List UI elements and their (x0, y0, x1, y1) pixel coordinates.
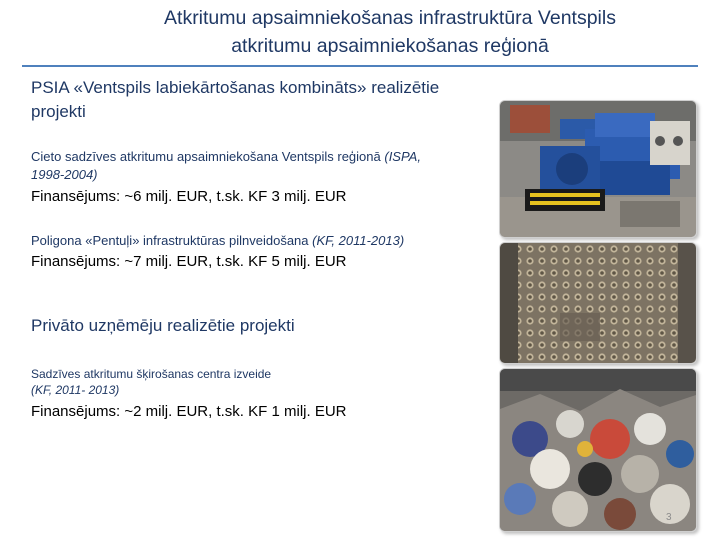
project-1-detail-1: (ISPA, (384, 149, 421, 164)
project-3-title (31, 366, 331, 398)
project-1-text: Cieto sadzīves atkritumu apsaimniekošana Ventspils reģionā (31, 149, 385, 164)
slide-title-line-2: atkritumu apsaimniekošanas reģionā (231, 35, 549, 57)
project-3-detail: (KF, 2011- 2013) (31, 383, 120, 397)
section-heading-line-1: PSIA «Ventspils labiekārtošanas kombināts» realizētie (31, 78, 440, 97)
waste-pile-photo (499, 368, 697, 532)
project-3-funding: Finansējums: ~2 milj. EUR, t.sk. KF 1 milj. EUR (31, 403, 347, 420)
sorting-screen-photo (499, 242, 697, 364)
section-heading-municipal (31, 76, 501, 124)
section-heading-line-2: projekti (31, 102, 86, 121)
slide-title-line-1: Atkritumu apsaimniekošanas infrastruktūra Ventspils (164, 7, 616, 29)
page-number: 3 (666, 512, 672, 523)
project-1-funding: Finansējums: ~6 milj. EUR, t.sk. KF 3 milj. EUR (31, 188, 347, 205)
project-2-funding: Finansējums: ~7 milj. EUR, t.sk. KF 5 milj. EUR (31, 253, 347, 270)
slide-title (60, 4, 720, 60)
project-3-text: Sadzīves atkritumu šķirošanas centra izveide (31, 367, 272, 381)
project-2-detail: (KF, 2011-2013) (312, 233, 405, 248)
machinery-photo (499, 100, 697, 238)
project-2-title (31, 232, 501, 250)
project-1-title (31, 148, 491, 184)
title-divider (22, 65, 698, 67)
section-heading-private: Privāto uzņēmēju realizētie projekti (31, 316, 295, 335)
project-1-detail-2: 1998-2004) (31, 167, 98, 182)
project-2-text: Poligona «Pentuļi» infrastruktūras pilnveidošana (31, 233, 313, 248)
